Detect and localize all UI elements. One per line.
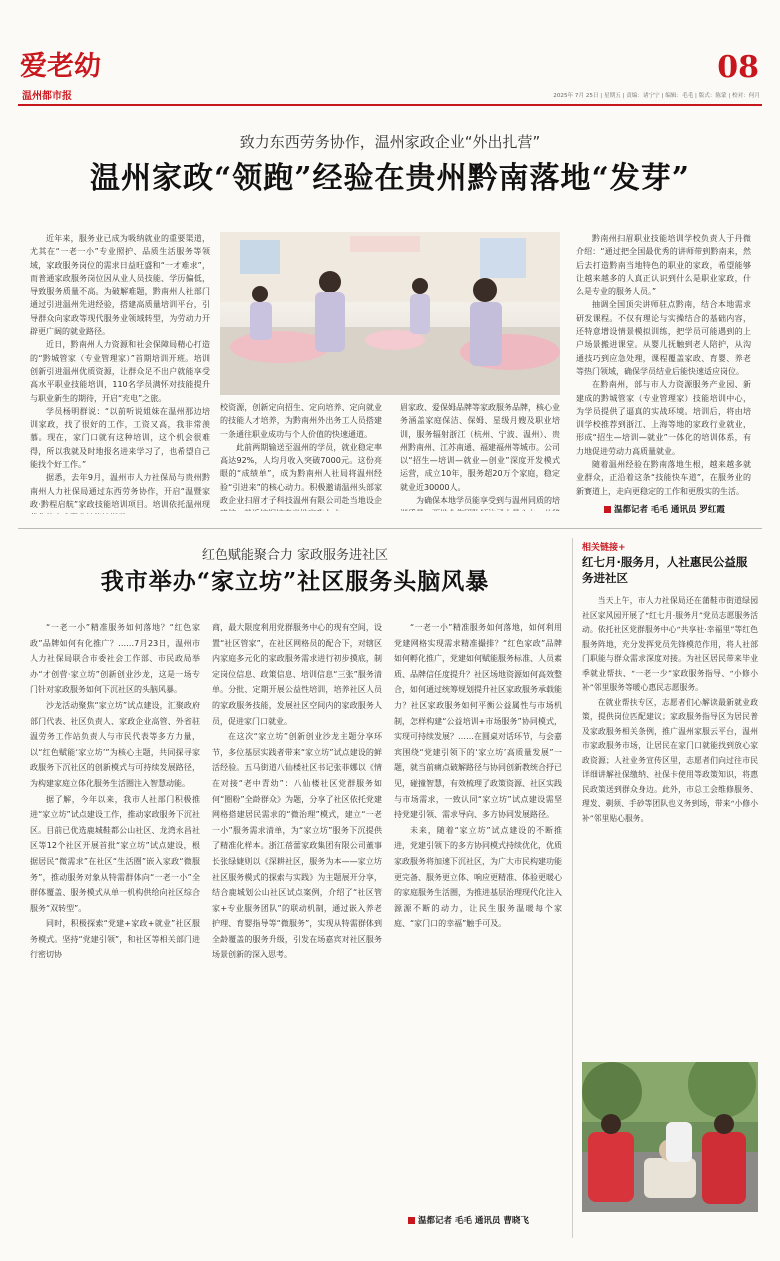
meta-line: 2025年 7月 25日 | 星期五 | 责编：诸宁宁 | 编辑：毛毛 | 版式：陈蒙 | 校对：何月 bbox=[553, 93, 760, 99]
sidebar-headline: 红七月·服务月，人社惠民公益服务进社区 bbox=[582, 555, 748, 585]
section-title: 爱老幼 bbox=[20, 51, 101, 82]
sidebar-divider bbox=[572, 538, 573, 1238]
classroom-illustration bbox=[220, 232, 560, 395]
community-service-photo bbox=[582, 1062, 758, 1212]
story2-byline: 温都记者 毛毛 通讯员 曹晓飞 bbox=[408, 1214, 568, 1226]
sidebar-tag: 相关链接+ bbox=[582, 543, 626, 553]
masthead-rule bbox=[18, 104, 762, 106]
story2-kicker: 红色赋能聚合力 家政服务进社区 bbox=[201, 548, 389, 563]
byline-marker-icon bbox=[604, 506, 611, 513]
story1-column-2: 校资源，创新定向招生、定向培养、定向就业的技能人才培养，为黔南州外出务工人员搭建一条通往职业成功与个人价值的快速通道。 此前两期输送至温州的学员，就业稳定率高达92%，人均月收入突破7000元。这份亮眼的“成绩单”，成为黔南州人社局将温州经验“引进来”的核心动力。积极邀请温州头部家政企业扫眉才子科技温州有限公司赴当地设企 bbox=[220, 403, 382, 506]
story2-column-3: “一老一小”精准服务如何落地，如何利用党建网格实现需求精准撮排？“红色家政”品牌如何孵化推广，党建如何赋能服务标准、人员素质、品牌信任度提升？社区场地资源如何高效整合，如何通过统筹规划提升社区家政服务承载能力？社区家政服务如何平衡公益属性与市场机制，怎样构建“公益培训+市场服务”协同模式，实现可持续发展？……在圆桌对话环节，与会嘉宾围绕“党建引领下的‘家立坊’高质量发展”一题，就当前痛点破解路径与协同创新教统合抒已见，碰撞智慧，有效梳理了政策资源、社区实践与市场需求，一致认同“家立坊”试点建设需坚持党建引领、需求导向、多方协同发展路径。 未来，随着“家立坊”试点建设的不断推进，党建引领下的多方协同模式持续优化，优质家政服务将加速下沉社区，为广大市民构建功能更完备、服务更立体、响应更精准、体验更暖心的家庭服务生活圈，为推进基层治理现代化注入源源不断的动力，让民生服务温暖每个家庭、“家门口的幸福”触手可及。 bbox=[394, 623, 562, 929]
community-service-illustration bbox=[582, 1062, 758, 1212]
story1-column-3: 眉家政、爱保姆品牌等家政服务品牌，核心业务涵盖家庭保洁、保姆、星级月嫂及职业培训，服务辐射浙江（杭州、宁波、温州）、贵州黔南州、江苏南通、福建福州等城市。公司以“招生—培训—就业—创业”深度开发模式运营，成立10年，服务超20万个家庭，稳定就业近30000人。 为确保本地学员能享受到与温州同质的培 bbox=[400, 403, 560, 506]
sidebar-body: 当天上午，市人力社保局还在蒲鞋市街道绿园社区家风园开展了“红七月·服务月”党员志愿服务活动。依托社区党群服务中心“共享社·幸福里”等红色服务阵地，充分发挥党员先锋模范作用，将人社部门职能与群众需求深度对接。为社区居民带来毕业季就业帮扶、“一老一少”家政服务指导、“小修小补”邻里服务等暖心惠民志愿服务。 在就业帮扶专区，志愿者们心解读最新就业政策，提供岗位匹配建议；家政服务指导区为居民普及家政服务相关条例，推广温州家服云平台，温州市家政服务市场，让居民在家门口就能找到放心家政资源；人社业务宣传区里，志愿者们向过往市民详细讲解社保缴纳、社保卡使用等政策知识，将惠民政策送到群众身边。此外，市总工会维修服务、理发、剃须、手砂等团队也义务到场，带来“小修小补”邻里贴心服务。 bbox=[582, 596, 758, 823]
section-divider bbox=[18, 528, 762, 529]
paper-name: 温州都市报 bbox=[22, 91, 72, 102]
story2-column-1: “一老一小”精准服务如何落地？“红色家政”品牌如何有化推广？……7月23日，温州市人力社保局联合市委社会工作部、市民政局举办“才创营·家立坊”创新创业沙龙，这是一场专门针对家政服务如何下沉社区的头脑风暴。 沙龙活动聚焦“家立坊”试点建设，汇聚政府部门代表、社区负责人、家政企业高管、外省驻温劳务工作站负责人与市民代表等多方力量，以“红色赋能‘家立坊’”为核心主题，共同探寻家政服务下沉社区的创新模式与可持续发展路径，为构建家庭立体化服务生活圈注入智慧动能。 据了解，今年以来，我市人社部门积极推进“家立坊”试点建设工作，推动家政服务下沉社区。目前已优选鹿城鞋都公山社区、龙湾永昌社区等12个社区开展首批“家立坊”试点建设，根据居民“微需求”在社区“生活圈”嵌入家政“微服务”，推动服务对象从特需群体向“一老一小”全群体覆盖、服务模式从单一机构供给向社区综合服务“双转型”。 同时，积极探索“党建+家政+就业”社区服务模式。坚持“党建引领”，和社区等相关部门进行密切协 bbox=[30, 623, 200, 960]
classroom-photo bbox=[220, 232, 560, 395]
byline-marker-icon bbox=[408, 1217, 415, 1224]
story1-kicker: 致力东西劳务协作，温州家政企业“外出扎营” bbox=[239, 133, 541, 151]
story1-column-1: 近年来，服务业已成为吸纳就业的重要渠道，尤其在“一老一小”专业照护、品质生活服务等领域，家政服务岗位的需求日益旺盛和“一才难求”，而普通家政服务岗位因从业人员技能、学历偏低，导致服务质量不高。为破解难题，黔南州人社部门通过引进温州先进经验，搭建高质量培训平台，引导群众向家政等现代服务业领域转型，为劳动力开辟更广阔的就业路径。 近日，黔南州人力资源和社会保障局精心打造的“黔城管家（专业管理家）”首期培训开班。培训创新引进温州优质资源，让群众足不出户就能享受高水平职业技能培训，110名学员满怀对技能提升与职业新生的期待，开启“充电”之旅。 学员杨明群说：“以前听说姐妹在温州那边培训家政，找了很好的工作，工资又高，我非常羡慕。现在，家门口就有这种培训，这个机会很难得，所以我就及时地报名进来学习了，也希望自己能找个好工作。” 据悉，去年9月，温州市人力社保局与贵州黔南州人力社保局通过东西劳务协作，开启“温暨家政·黔程启航”家政技能培训项目。培训依托温州现 bbox=[30, 234, 210, 509]
story1-column-4: 黔南州扫眉职业技能培训学校负责人于丹微介绍：“通过把全国最优秀的讲师带到黔南来，然后去打造黔南当地特色的职业的家政，希望能够让越来越多的人真正认识到什么是职业家政，什么是专业的服务人员。” 抽调全国顶尖讲师驻点黔南，结合本地需求研发课程。不仅有理论与实操结合的基础内容，还特意增设情景模拟训练，把学员可能遇到的上户场景搬进课堂。从婴儿抚触到老人陪护，从沟通技巧到应急处理，课程覆盖家政、育婴、养老等热门领域，确保学员结业后能快速适应岗位。 在黔南州，部与市人力资源服务产业园、新建成的黔城管家（专业管理家）技能培训中心，为学员提供了逼真的实战环境。培训后，将由培训学校推荐到浙江、上海等地的家政行业就业，形成“招生—培训—就业”一体化的培训体系，有力地促进劳动力高质量就业。 随着温州经验在黔南落地生根，越来越多就业群众，正沿着这条“技能快车道”，在服务业的新赛道上，走向更稳定的工作和更殷实的生活。 bbox=[576, 234, 751, 496]
story1-headline: 温州家政“领跑”经验在贵州黔南落地“发芽” bbox=[89, 161, 691, 196]
story2-headline: 我市举办“家立坊”社区服务头脑风暴 bbox=[100, 568, 490, 595]
page-number: 08 bbox=[717, 50, 759, 85]
story1-byline: 温都记者 毛毛 通讯员 罗红霞 bbox=[604, 503, 764, 515]
story2-column-2: 商，最大限度利用党群服务中心的现有空间，设置“社区管家”，在社区网格员的配合下，对辖区内家庭多元化的家政服务需求进行初步摸底，制定岗位信息、政策信息、培训信息“三张”服务清单。分批、定期开展公益性培训，培养社区人员的家政服务技能，发展社区空间内的家政服务人员，促进家门口就业。 在这次“家立坊”创新创业沙龙主题分享环节，多位基层实践者带来“家立坊”试点建设的鲜活经验。五马街道八仙楼社区书记张菲娜以《情在对接“老中青幼”：八仙楼社区党群服务如何“圈粉”全龄群众》为题，分享了社区依托党建网格搭建居民需求的“微治理”模式，建立“一老一小”服务需求清单，为“家立坊”服务下沉提供了精准化样本。浙江蓓蕾家政集团有限公司董事长张绿婕则以《深耕社区，服务为本——家立坊社区服务模式的探索与实践》为主题展开分享，结合鹿城划公山社区试点案例，介绍了“社区管家+专业服务团队”的联动机制，通过嵌入养老护理、育婴指导等“微服务”，实现从特需群体到全龄覆盖的服务升级，引发在场嘉宾对社区服务场景创新的深入思考。 bbox=[212, 623, 382, 960]
